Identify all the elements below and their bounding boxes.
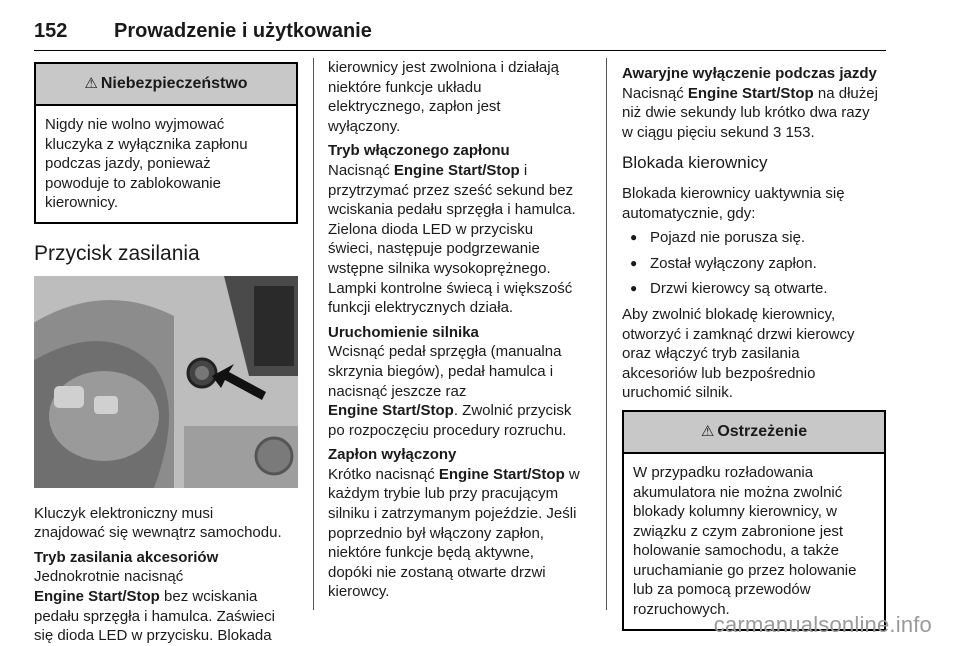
text-line: nacisnąć jeszcze raz (328, 382, 467, 400)
text-span: na dłużej (813, 84, 878, 102)
text-span: Nacisnąć (328, 161, 394, 179)
text-line: funkcji elektrycznych działa. (328, 299, 514, 317)
text-line: wyłączony. (328, 117, 401, 135)
text-line: się dioda LED w przycisku. Blokada (34, 627, 272, 645)
text-span: w (564, 465, 580, 483)
text-line (622, 123, 886, 143)
column-1 (34, 62, 298, 646)
text-line (328, 401, 592, 421)
danger-title-text: Niebezpieczeństwo (100, 75, 248, 93)
danger-box (34, 62, 298, 224)
text-line: kierownicy jest zwolniona i działają (328, 59, 559, 76)
column-2 (328, 58, 592, 602)
engine-start-title: Uruchomienie silnika (328, 323, 479, 341)
text-line: związku z czym zabronione jest (633, 522, 844, 540)
ignition-mode-title: Tryb włączonego zapłonu (328, 142, 510, 160)
text-line: poprzednio był włączony zapłon, (328, 524, 544, 542)
text-line: niektóre funkcje układu (328, 78, 482, 96)
section-heading: Przycisk zasilania (34, 241, 200, 265)
column-3 (622, 64, 886, 631)
text-line: po rozpoczęciu procedury rozruchu. (328, 421, 567, 439)
text-line: kierownicy. (45, 194, 119, 212)
caution-box-body (624, 454, 884, 629)
danger-box-title (36, 64, 296, 106)
text-span: Nacisnąć (622, 84, 688, 102)
text-line (34, 587, 298, 607)
text-line: Nigdy nie wolno wyjmować (45, 116, 225, 133)
text-line: lub za pomocą przewodów (633, 581, 811, 599)
condition-list (622, 228, 886, 299)
text-line: dopóki nie zostaną otwarte drzwi (328, 563, 546, 581)
list-item: ● Pojazd nie porusza się. (622, 228, 886, 248)
caution-box (622, 410, 886, 631)
text-line: Zielona dioda LED w przycisku (328, 220, 534, 238)
text-line: niektóre funkcje będą aktywne, (328, 544, 534, 562)
caution-box-title (624, 412, 884, 454)
text-line: Jednokrotnie nacisnąć (34, 568, 184, 586)
text-line: podczas jazdy, ponieważ (45, 155, 211, 173)
text-line: elektrycznego, zapłon jest (328, 98, 501, 116)
text-line: silniku i zatrzymanym pojeździe. Jeśli (328, 505, 577, 523)
text-span: w ciągu pięciu sekund (622, 123, 773, 141)
warning-triangle-icon: ⚠ (700, 423, 715, 441)
page-header (34, 8, 886, 51)
text-line: powoduje to zablokowanie (45, 174, 221, 192)
page-reference-link[interactable]: 3 153. (772, 123, 815, 141)
text-span: . Zwolnić przycisk (453, 402, 572, 420)
text-line: W przypadku rozładowania (633, 463, 814, 481)
caution-title-text: Ostrzeżenie (717, 423, 808, 441)
text-line: świeci, następuje podgrzewanie (328, 240, 540, 258)
text-line: Aby zwolnić blokadę kierownicy, (622, 305, 836, 323)
text-line: uruchomić silnik. (622, 384, 733, 402)
text-line: wstępne silnika wysokoprężnego. (328, 259, 551, 277)
text-line: automatycznie, gdy: (622, 204, 756, 222)
emergency-off-title: Awaryjne wyłączenie podczas jazdy (622, 65, 877, 82)
text-line: niż dwie sekundy lub krótko dwa razy (622, 104, 870, 122)
warning-triangle-icon: ⚠ (84, 75, 98, 93)
text-line: przytrzymać przez sześć sekund bez (328, 181, 574, 199)
text-line: akcesoriów lub bezpośrednio (622, 364, 816, 382)
caption-line: Kluczyk elektroniczny musi (34, 504, 214, 522)
text-line: Blokada kierownicy uaktywnia się (622, 184, 845, 202)
list-item: ● Został wyłączony zapłon. (622, 254, 886, 274)
text-line: każdym trybie lub przy pracującym (328, 485, 559, 503)
text-span: bez wciskania (159, 587, 258, 605)
text-line: akumulatora nie można zwolnić (633, 483, 843, 501)
text-line: oraz włączyć tryb zasilania (622, 345, 800, 363)
text-line: blokady kolumny kierownicy, w (633, 503, 837, 521)
watermark: carmanualsonline.info (713, 612, 932, 637)
text-line: otworzyć i zamknąć drzwi kierowcy (622, 325, 855, 343)
text-line (622, 84, 886, 104)
text-line (328, 465, 592, 485)
steering-wheel-illustration (34, 276, 298, 488)
accessory-mode-title: Tryb zasilania akcesoriów (34, 548, 219, 566)
text-line: kierowcy. (328, 583, 390, 601)
text-line: pedału sprzęgła i hamulca. Zaświeci (34, 607, 275, 625)
text-line: uruchamianie go przez holowanie (633, 561, 857, 579)
engine-start-stop-label: Engine Start/Stop (687, 84, 814, 102)
caption-line: znajdować się wewnątrz samochodu. (34, 524, 282, 542)
ignition-off-title: Zapłon wyłączony (328, 446, 457, 464)
dashboard-photo (34, 276, 298, 488)
text-line (328, 161, 592, 181)
engine-start-stop-label: Engine Start/Stop (328, 402, 454, 420)
engine-start-stop-label: Engine Start/Stop (34, 587, 160, 605)
column-divider-2 (606, 58, 607, 610)
danger-box-body (36, 106, 296, 222)
text-line: Wcisnąć pedał sprzęgła (manualna (328, 343, 562, 361)
text-line: Lampki kontrolne świecą i większość (328, 279, 573, 297)
column-divider-1 (313, 58, 314, 610)
engine-start-stop-label: Engine Start/Stop (438, 465, 565, 483)
text-span: i (519, 161, 528, 179)
engine-start-stop-label: Engine Start/Stop (393, 161, 520, 179)
list-item: ● Drzwi kierowcy są otwarte. (622, 279, 886, 299)
text-line: holowanie samochodu, a także (633, 542, 839, 560)
text-line: rozruchowych. (633, 601, 730, 619)
text-line: skrzynia biegów), pedał hamulca i (328, 362, 554, 380)
text-span: Krótko nacisnąć (328, 465, 439, 483)
steering-lock-heading: Blokada kierownicy (622, 153, 768, 173)
text-line: kluczyka z wyłącznika zapłonu (45, 135, 248, 153)
text-line: wciskania pedału sprzęgła i hamulca. (328, 201, 576, 219)
page-number: 152 (34, 20, 68, 42)
chapter-title: Prowadzenie i użytkowanie (114, 20, 372, 42)
